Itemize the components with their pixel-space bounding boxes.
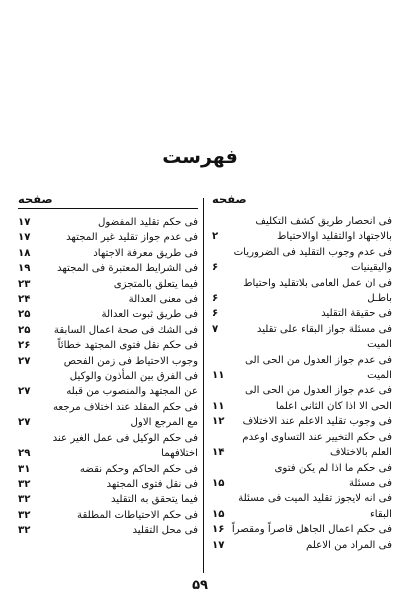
toc-entry-title: فى حكم تقليد المفضول <box>97 217 198 228</box>
toc-entry-title: فى نقل فتوى المجتهد <box>106 478 198 490</box>
toc-entry <box>212 291 392 306</box>
toc-entry-page: ۱۹ <box>18 263 31 275</box>
toc-entry-title: مع المرجع الاول <box>130 417 198 429</box>
toc-entry <box>18 415 198 430</box>
toc-entry-title: فى ان عمل العامى بلاتقليد واحتياط <box>243 277 392 289</box>
toc-entry <box>212 414 392 429</box>
toc-entry-title: فى حكم التخيير عند التساوى اوعدم <box>242 431 392 443</box>
toc-entry-title: الحى الا اذا كان الثانى اعلما <box>275 400 392 412</box>
toc-entry-title: فى معنى العدالة <box>128 294 198 306</box>
toc-entry <box>18 462 198 477</box>
toc-entry <box>18 477 198 492</box>
toc-entry-title: فى حكم الحاكم وحكم نقضه <box>79 463 198 475</box>
toc-entry-title: فى طريق معرفة الاجتهاد <box>93 247 198 259</box>
toc-entry-page: ۱۶ <box>212 524 225 536</box>
toc-entry <box>18 369 198 384</box>
page-column-label: صفحه <box>18 192 53 206</box>
column-header <box>18 192 198 209</box>
toc-entry-page: ۶ <box>212 308 219 320</box>
toc-entry <box>212 461 392 476</box>
toc-entry-title: فى انحصار طريق كشف التكليف <box>255 216 392 227</box>
page-column-label: صفحه <box>212 192 247 206</box>
toc-entry <box>18 292 198 307</box>
toc-entry-page: ۱۱ <box>212 400 225 412</box>
toc-entry <box>18 230 198 245</box>
page-title: فهرست <box>162 146 238 168</box>
toc-entry-page: ۷ <box>212 323 219 335</box>
column-divider <box>203 198 204 573</box>
toc-entry-page: ۳۲ <box>18 494 31 506</box>
toc-entry-page: ۲۹ <box>18 448 31 460</box>
toc-entry-page: ۱۵ <box>212 477 225 489</box>
toc-entry <box>18 400 198 415</box>
toc-entry <box>212 445 392 460</box>
toc-entry-page: ۳۲ <box>18 478 31 490</box>
page-number: ۵۹ <box>192 578 208 593</box>
toc-entry-title: فى عدم جواز تقليد غير المجتهد <box>66 232 198 244</box>
toc-entry-title: فى وجوب تقليد الاعلم عند الاختلاف <box>242 416 392 428</box>
toc-entry-title: فى عدم جواز العدول من الحى الى <box>245 354 392 366</box>
toc-entry <box>18 354 198 369</box>
toc-entry-title: وجوب الاحتياط فى زمن الفحص <box>63 355 198 367</box>
toc-entry-page: ۱۴ <box>212 447 225 459</box>
toc-entry <box>18 446 198 461</box>
toc-entry-title: الميت <box>367 370 392 382</box>
toc-entry-title: عن المجتهد والمنصوب من قبله <box>66 386 198 398</box>
toc-entry <box>212 229 392 244</box>
toc-entry-title: واليقينيات <box>351 262 392 274</box>
toc-entry-page: ۱۸ <box>18 247 31 259</box>
toc-entry-page: ۲۷ <box>18 386 31 398</box>
toc-entry-title: فى الشرايط المعتبرة فى المجتهد <box>56 263 198 275</box>
toc-entry <box>18 492 198 507</box>
toc-entry-page: ۲۶ <box>18 340 31 352</box>
toc-entry <box>212 522 392 537</box>
toc-entry-title: بالاجتهاد اوالتقليد اوالاحتياط <box>276 231 392 243</box>
toc-entry-title: العلم بالاختلاف <box>329 447 392 459</box>
toc-entries-left <box>18 215 198 539</box>
toc-entry <box>212 306 392 321</box>
toc-entry <box>212 383 392 398</box>
toc-entry-page: ۲۳ <box>18 278 31 290</box>
toc-entry-page: ۱۵ <box>212 508 225 520</box>
toc-entry-page: ۱۷ <box>212 539 225 551</box>
toc-entry <box>212 368 392 383</box>
toc-entry-title: فيما يتعلق بالمتجزى <box>113 278 198 290</box>
toc-entry <box>18 384 198 399</box>
toc-entry-page: ۱۲ <box>212 416 225 428</box>
toc-entry-page: ۳۲ <box>18 525 31 537</box>
toc-entry <box>18 338 198 353</box>
toc-entry <box>18 323 198 338</box>
toc-entry-title: فى عدم جواز العدول من الحى الى <box>245 385 392 397</box>
toc-entry <box>212 507 392 522</box>
toc-entry <box>212 276 392 291</box>
toc-entry-page: ۶ <box>212 293 219 305</box>
toc-entry <box>212 491 392 506</box>
toc-entry-page: ۳۱ <box>18 463 31 475</box>
toc-entry <box>212 245 392 260</box>
toc-entry <box>212 353 392 368</box>
toc-entry-title: فى محل التقليد <box>132 525 198 537</box>
toc-entry <box>18 508 198 523</box>
toc-column-right <box>212 192 392 553</box>
toc-entry-title: فى الشك فى صحة اعمال السابقة <box>53 324 198 336</box>
toc-entry-title: فى حكم ما اذا لم يكن فتوى <box>274 462 392 474</box>
toc-entry-title: فى انه لايجوز تقليد الميت فى مسئلة <box>238 493 392 505</box>
toc-entry-title: فى حكم الاحتياطات المطلقة <box>77 509 198 521</box>
toc-entry-page: ۱۱ <box>212 370 225 382</box>
toc-entry-page: ۲۵ <box>18 324 31 336</box>
toc-entry-title: فى المراد من الاعلم <box>306 539 392 551</box>
toc-entry-page: ۱۷ <box>18 232 31 244</box>
toc-entry <box>212 322 392 353</box>
toc-entry-page: ۲۷ <box>18 355 31 367</box>
toc-entry-title: اختلافهما <box>161 448 198 460</box>
toc-entry <box>212 538 392 553</box>
toc-entry-title: فى عدم وجوب التقليد فى الضروريات <box>233 246 392 258</box>
column-header <box>212 192 392 208</box>
toc-entry-title: البقاء <box>369 508 392 520</box>
toc-entry-title: فى حكم نقل فتوى المجتهد خطائاً <box>57 340 198 352</box>
toc-entry-title: باطـل <box>367 293 392 305</box>
toc-entry-page: ۲۴ <box>18 294 31 306</box>
toc-entry <box>18 215 198 230</box>
toc-entry-page: ۲۷ <box>18 417 31 429</box>
toc-entry <box>18 431 198 446</box>
toc-entry-title: فى حقيقة التقليد <box>321 308 392 320</box>
toc-entry <box>212 430 392 445</box>
toc-entry-page: ۳۲ <box>18 509 31 521</box>
toc-entry-title: فيما يتحقق به التقليد <box>110 494 198 506</box>
toc-column-left <box>18 192 198 539</box>
toc-entry <box>212 260 392 275</box>
toc-entry <box>18 246 198 261</box>
toc-entry <box>212 399 392 414</box>
toc-entry-page: ۲ <box>212 231 219 243</box>
toc-entry <box>18 307 198 322</box>
toc-entry-title: فى الفرق بين المأذون والوكيل <box>69 371 198 383</box>
toc-entries-right <box>212 214 392 553</box>
toc-entry-title: فى حكم اعمال الجاهل قاصراً ومقصراً <box>231 524 392 536</box>
toc-entry-title: فى طريق ثبوت العدالة <box>101 309 198 321</box>
toc-entry-title: فى حكم المقلد عند اختلاف مرجعه <box>52 401 198 413</box>
toc-entry-page: ۲۵ <box>18 309 31 321</box>
toc-entry-title: فى حكم الوكيل فى عمل الغير عند <box>52 432 198 444</box>
toc-entry <box>212 476 392 491</box>
toc-entry <box>18 261 198 276</box>
toc-entry-page: ۶ <box>212 262 219 274</box>
toc-entry-title: فى مسئلة <box>348 477 392 489</box>
toc-entry-title: فى مسئلة جواز البقاء على تقليد الميت <box>256 323 392 351</box>
toc-entry <box>18 277 198 292</box>
toc-entry-page: ۱۷ <box>18 217 31 228</box>
toc-entry <box>212 214 392 229</box>
toc-entry <box>18 523 198 538</box>
